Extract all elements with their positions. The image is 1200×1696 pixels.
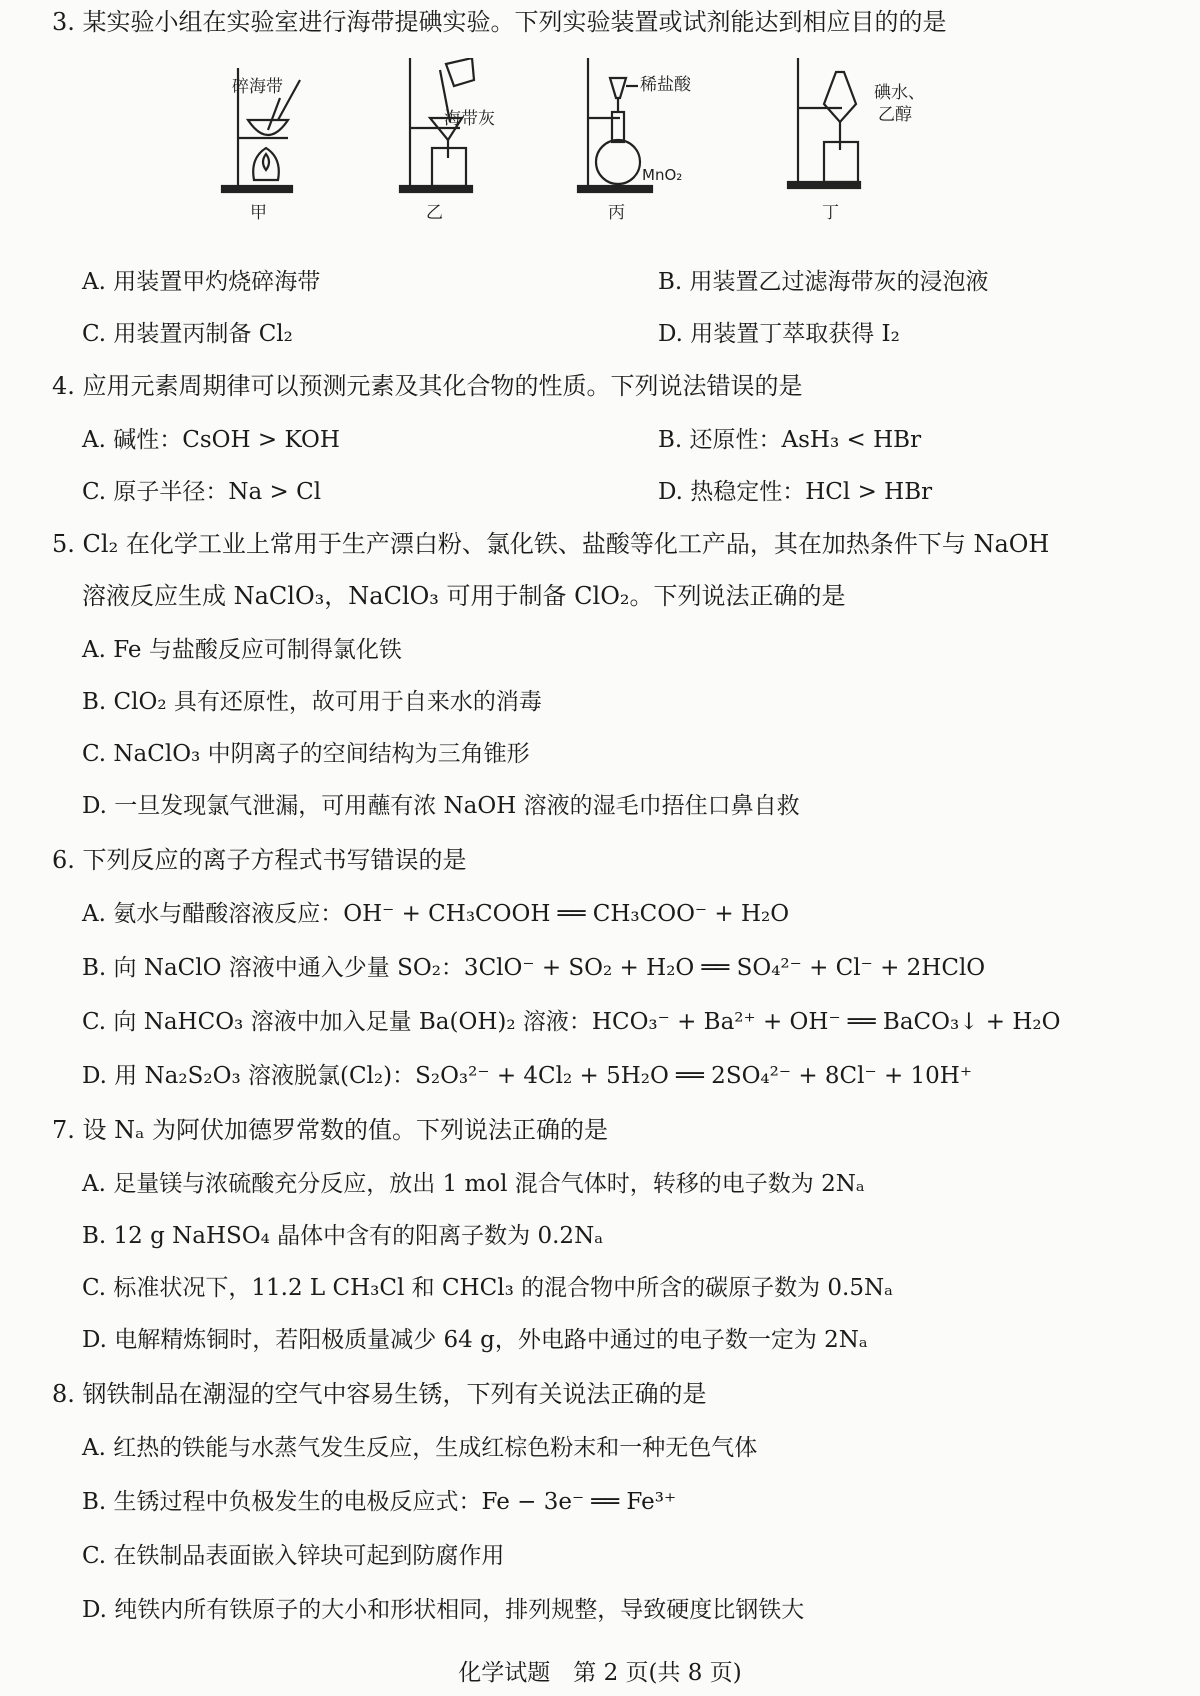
q8-stem: 8. 钢铁制品在潮湿的空气中容易生锈，下列有关说法正确的是 bbox=[52, 1380, 707, 1408]
q4-option-b: B. 还原性：AsH₃ < HBr bbox=[658, 427, 922, 453]
q3-stem: 3. 某实验小组在实验室进行海带提碘实验。下列实验装置或试剂能达到相应目的的是 bbox=[52, 8, 947, 36]
q7-option-d: D. 电解精炼铜时，若阳极质量减少 64 g，外电路中通过的电子数一定为 2Nₐ bbox=[82, 1327, 868, 1353]
q5-option-b: B. ClO₂ 具有还原性，故可用于自来水的消毒 bbox=[82, 689, 542, 715]
q8-option-c: C. 在铁制品表面嵌入锌块可起到防腐作用 bbox=[82, 1543, 505, 1569]
q6-option-a: A. 氨水与醋酸溶液反应：OH⁻ + CH₃COOH ══ CH₃COO⁻ + H₂O bbox=[82, 901, 790, 927]
q5-option-d: D. 一旦发现氯气泄漏，可用蘸有浓 NaOH 溶液的湿毛巾捂住口鼻自救 bbox=[82, 793, 800, 819]
q6-option-d: D. 用 Na₂S₂O₃ 溶液脱氯(Cl₂)：S₂O₃²⁻ + 4Cl₂ + 5H₂O ══ 2SO₄²⁻ + 8Cl⁻ + 10H⁺ bbox=[82, 1063, 972, 1089]
caption-yi: 乙 bbox=[426, 203, 443, 223]
caption-ding: 丁 bbox=[822, 203, 839, 223]
q4-option-d: D. 热稳定性：HCl > HBr bbox=[658, 479, 933, 505]
caption-bing: 丙 bbox=[608, 203, 625, 223]
caption-jia: 甲 bbox=[250, 203, 267, 223]
apparatus-figure bbox=[220, 58, 960, 248]
q5-option-c: C. NaClO₃ 中阴离子的空间结构为三角锥形 bbox=[82, 741, 530, 767]
q3-option-c: C. 用装置丙制备 Cl₂ bbox=[82, 321, 293, 347]
q7-stem: 7. 设 Nₐ 为阿伏加德罗常数的值。下列说法正确的是 bbox=[52, 1116, 609, 1144]
apparatus-ding bbox=[788, 58, 925, 223]
q7-option-c: C. 标准状况下，11.2 L CH₃Cl 和 CHCl₃ 的混合物中所含的碳原子数为 0.5Nₐ bbox=[82, 1275, 893, 1301]
page-footer: 化学试题 第 2 页(共 8 页) bbox=[458, 1660, 742, 1686]
q6-option-c: C. 向 NaHCO₃ 溶液中加入足量 Ba(OH)₂ 溶液：HCO₃⁻ + Ba²⁺ + OH⁻ ══ BaCO₃↓ + H₂O bbox=[82, 1009, 1061, 1035]
apparatus-yi bbox=[400, 58, 495, 223]
label-bing-bottom: MnO₂ bbox=[642, 166, 683, 184]
q5-option-a: A. Fe 与盐酸反应可制得氯化铁 bbox=[82, 637, 402, 663]
q5-stem: 5. Cl₂ 在化学工业上常用于生产漂白粉、氯化铁、盐酸等化工产品，其在加热条件下与 NaOH bbox=[52, 530, 1050, 558]
q8-option-d: D. 纯铁内所有铁原子的大小和形状相同，排列规整，导致硬度比钢铁大 bbox=[82, 1597, 805, 1623]
q7-option-a: A. 足量镁与浓硫酸充分反应，放出 1 mol 混合气体时，转移的电子数为 2Nₐ bbox=[82, 1171, 865, 1197]
q7-option-b: B. 12 g NaHSO₄ 晶体中含有的阳离子数为 0.2Nₐ bbox=[82, 1223, 604, 1249]
label-jia: 碎海带 bbox=[232, 77, 283, 97]
q3-option-d: D. 用装置丁萃取获得 I₂ bbox=[658, 321, 900, 347]
label-bing-top: 稀盐酸 bbox=[640, 75, 691, 95]
q6-stem: 6. 下列反应的离子方程式书写错误的是 bbox=[52, 846, 467, 874]
q5-stem-cont: 溶液反应生成 NaClO₃，NaClO₃ 可用于制备 ClO₂。下列说法正确的是 bbox=[82, 582, 846, 610]
label-ding-2: 乙醇 bbox=[878, 105, 912, 125]
apparatus-bing bbox=[578, 58, 692, 223]
q3-option-b: B. 用装置乙过滤海带灰的浸泡液 bbox=[658, 269, 989, 295]
apparatus-jia bbox=[222, 68, 300, 223]
q4-option-c: C. 原子半径：Na > Cl bbox=[82, 479, 322, 505]
q6-option-b: B. 向 NaClO 溶液中通入少量 SO₂：3ClO⁻ + SO₂ + H₂O ══ SO₄²⁻ + Cl⁻ + 2HClO bbox=[82, 955, 986, 981]
q8-option-a: A. 红热的铁能与水蒸气发生反应，生成红棕色粉末和一种无色气体 bbox=[82, 1435, 758, 1461]
q4-option-a: A. 碱性：CsOH > KOH bbox=[82, 427, 340, 453]
q4-stem: 4. 应用元素周期律可以预测元素及其化合物的性质。下列说法错误的是 bbox=[52, 372, 803, 400]
label-ding-1: 碘水、 bbox=[874, 83, 925, 103]
label-yi: 海带灰 bbox=[444, 109, 495, 129]
q8-option-b: B. 生锈过程中负极发生的电极反应式：Fe − 3e⁻ ══ Fe³⁺ bbox=[82, 1489, 677, 1515]
q3-option-a: A. 用装置甲灼烧碎海带 bbox=[82, 269, 321, 295]
